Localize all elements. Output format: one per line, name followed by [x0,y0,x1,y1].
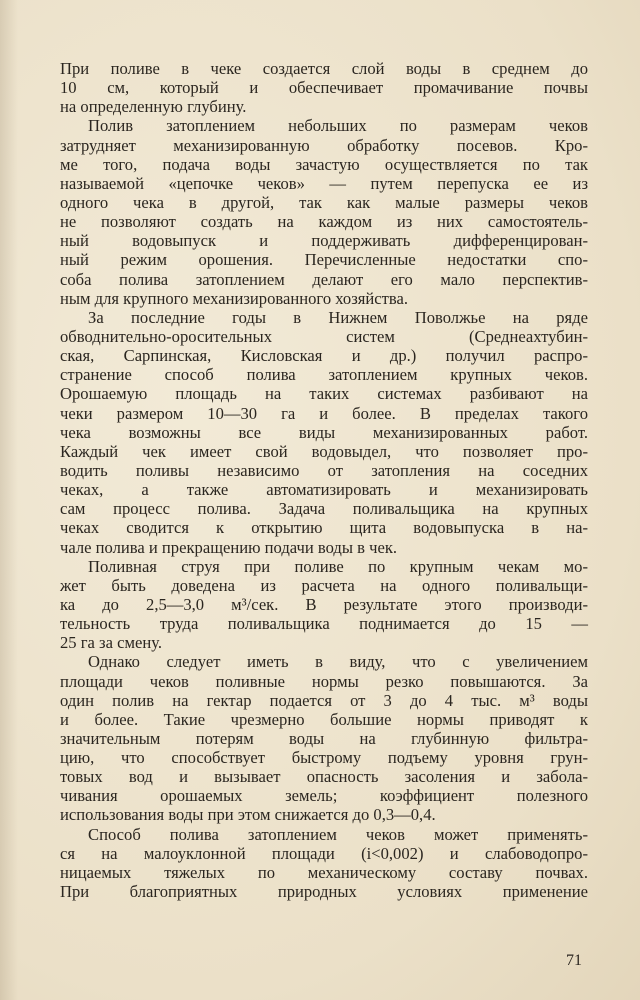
page-number: 71 [566,952,582,969]
paragraph-1 [60,59,588,116]
text-line: затрудняет механизированную обработку посевов. Кро- [60,135,588,155]
text-line: на определенную глубину. [60,97,247,117]
text-line: ным для крупного механизированного хозяйства. [60,288,409,308]
paragraph-5 [60,652,588,824]
text-line: один полив на гектар подается от 3 до 4 тыс. м³ воды [60,690,588,710]
text-line: жет быть доведена из расчета на одного поливальщи- [60,575,588,595]
paragraph-6 [60,825,588,902]
text-line: чеках сводится к открытию щита водовыпуска в на- [60,518,588,538]
text-line: Поливная струя при поливе по крупным чекам мо- [88,556,588,576]
text-line: ка до 2,5—3,0 м³/сек. В результате этого производи- [60,594,588,614]
text-line: ская, Сарпинская, Кисловская и др.) получил распро- [60,346,588,366]
text-line: сам процесс полива. Задача поливальщика на крупных [60,499,588,519]
paragraph-2 [60,116,588,307]
text-line: чале полива и прекращению подачи воды в чек. [60,537,398,557]
text-line: тельность труда поливальщика поднимается до 15 — [60,614,588,634]
text-line: Каждый чек имеет свой водовыдел, что позволяет про- [60,441,588,461]
page-edge-shadow [0,0,18,1000]
text-line: водить поливы независимо от затопления на соседних [60,460,588,480]
text-line: чека возможны все виды механизированных работ. [60,422,588,442]
text-line: ся на малоуклонной площади (i<0,002) и слабоводопро- [60,843,588,863]
text-line: и более. Такие чрезмерно большие нормы приводят к [60,709,588,729]
text-line: Способ полива затоплением чеков может применять- [88,824,588,844]
text-line: использования воды при этом снижается до 0,3—0,4. [60,805,436,825]
text-line: ный водовыпуск и поддерживать дифференцирован- [60,231,588,251]
text-line: не позволяют создать на каждом из них самостоятель- [60,212,588,232]
text-line: чеках, а также автоматизировать и механизировать [60,480,588,500]
page-text [60,59,588,901]
text-line: обводнительно-оросительных систем (Среднеахтубин- [60,326,588,346]
paragraph-4 [60,557,588,653]
text-line: Полив затоплением небольших по размерам чеков [88,116,588,136]
text-line: ницаемых тяжелых по механическому составу почвах. [60,862,588,882]
text-line: 10 см, который и обеспечивает промачивание почвы [60,78,588,98]
text-line: товых вод и вызывает опасность засоления и забола- [60,767,588,787]
text-line: При благоприятных природных условиях применение [60,882,588,902]
text-line: За последние годы в Нижнем Поволжье на ряде [88,307,588,327]
text-line: 25 га за смену. [60,633,163,653]
text-line: странение способ полива затоплением крупных чеков. [60,365,588,385]
text-line: одного чека в другой, так как малые размеры чеков [60,192,588,212]
text-line: соба полива затоплением делают его мало перспектив- [60,269,588,289]
text-line: Орошаемую площадь на таких системах разбивают на [60,384,588,404]
text-line: Однако следует иметь в виду, что с увеличением [88,652,588,672]
text-line: цию, что способствует быстрому подъему уровня грун- [60,748,588,768]
text-line: чеки размером 10—30 га и более. В пределах такого [60,403,588,423]
paragraph-3 [60,308,588,557]
text-line: чивания орошаемых земель; коэффициент полезного [60,786,588,806]
text-line: называемой «цепочке чеков» — путем перепуска ее из [60,173,588,193]
text-line: ный режим орошения. Перечисленные недостатки спо- [60,250,588,270]
text-line: площади чеков поливные нормы резко повышаются. За [60,671,588,691]
text-line: ме того, подача воды зачастую осуществляется по так [60,154,588,174]
text-line: При поливе в чеке создается слой воды в среднем до [60,59,588,78]
text-line: значительным потерям воды на глубинную фильтра- [60,728,588,748]
